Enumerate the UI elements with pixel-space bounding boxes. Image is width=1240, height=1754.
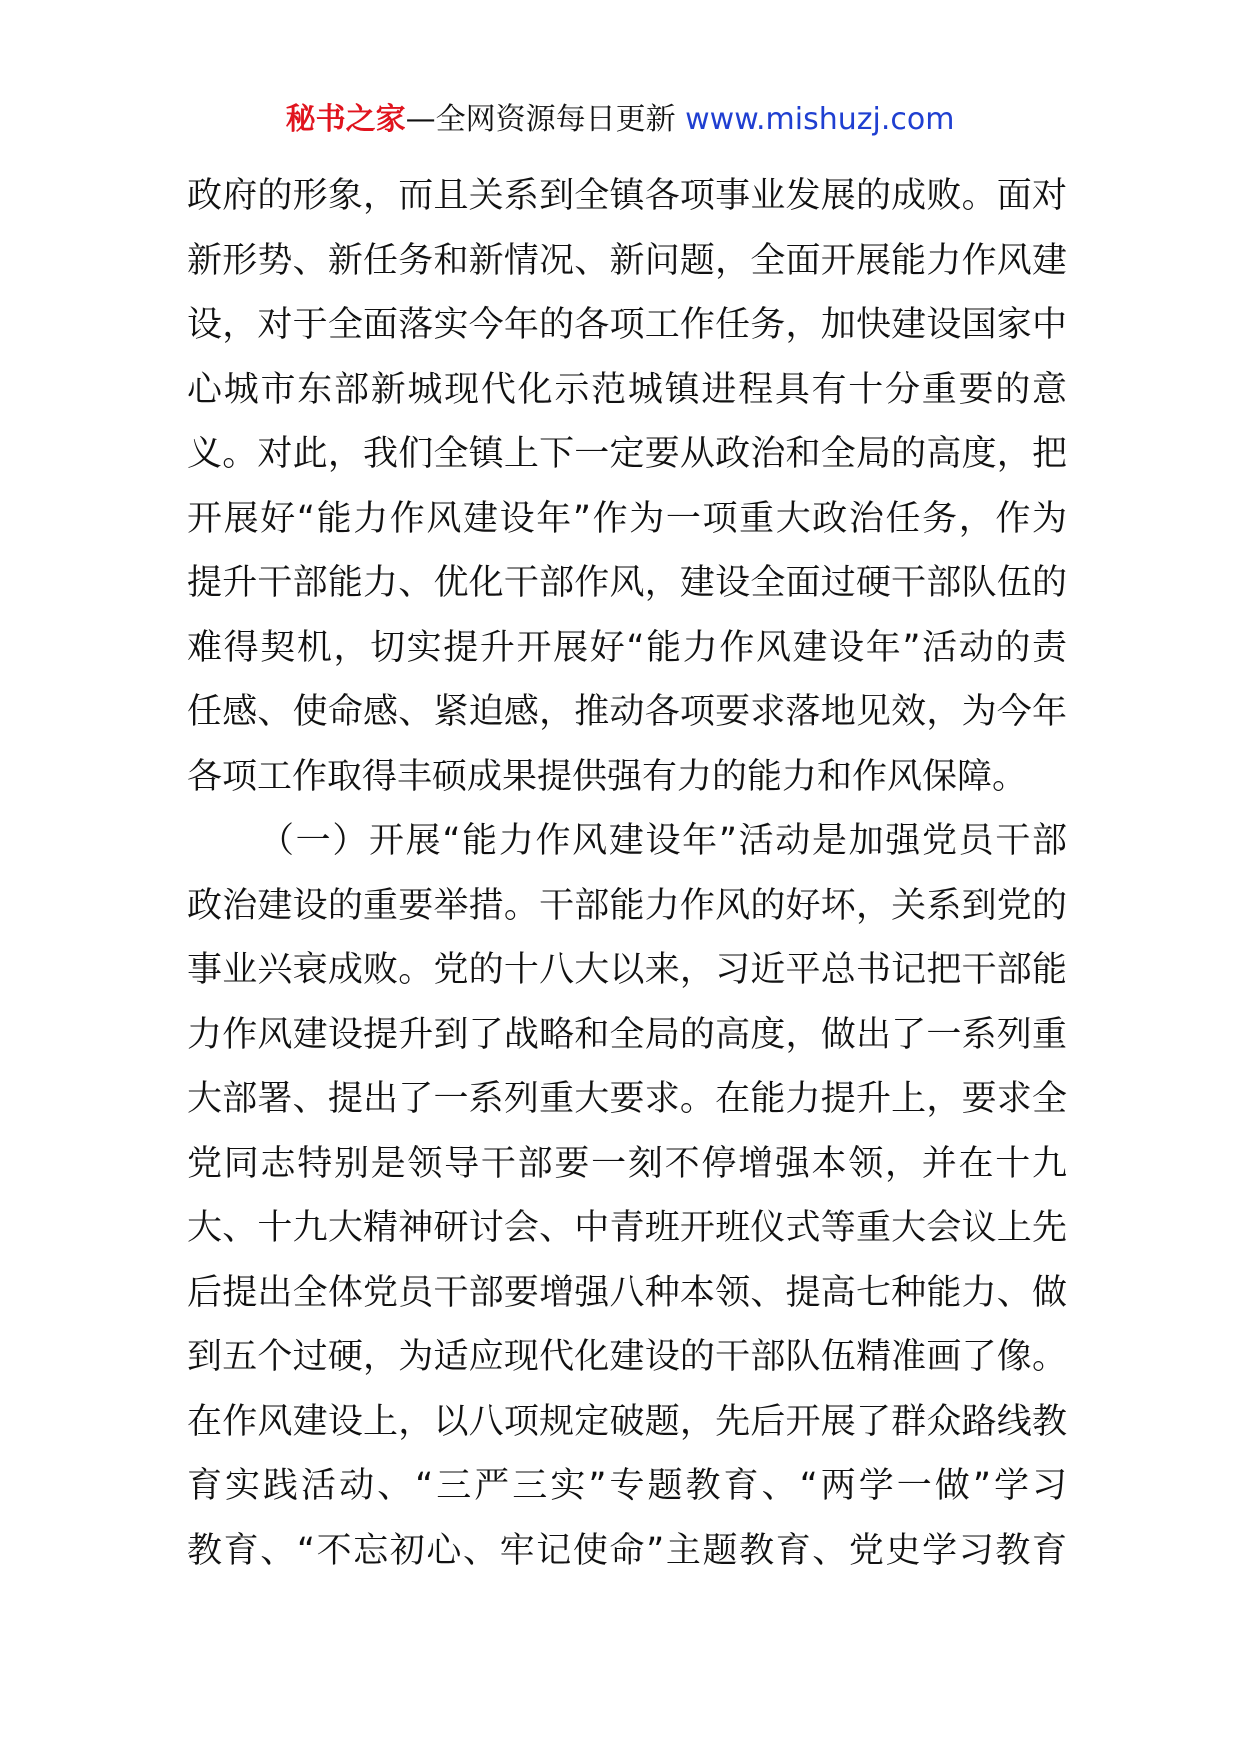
text-line: 大、十九大精神研讨会、中青班开班仪式等重大会议上先: [187, 1208, 1067, 1248]
body-text: [187, 164, 1067, 1583]
site-url[interactable]: www.mishuzj.com: [685, 102, 955, 137]
text-line: 大部署、提出了一系列重大要求。在能力提升上，要求全: [187, 1079, 1067, 1119]
paragraph-end-line: 各项工作取得丰硕成果提供强有力的能力和作风保障。: [187, 756, 1028, 797]
text-line: 心城市东部新城现代化示范城镇进程具有十分重要的意: [187, 369, 1067, 410]
text-line: 力作风建设提升到了战略和全局的高度，做出了一系列重: [187, 1014, 1067, 1055]
text-line: 到五个过硬，为适应现代化建设的干部队伍精准画了像。: [187, 1337, 1067, 1377]
text-line: 开展好“能力作风建设年”作为一项重大政治任务，作为: [187, 498, 1067, 539]
text-line: 党同志特别是领导干部要一刻不停增强本领，并在十九: [187, 1143, 1067, 1184]
text-line: 在作风建设上，以八项规定破题，先后开展了群众路线教: [187, 1401, 1067, 1442]
page-header: [0, 100, 1240, 140]
text-line: 难得契机，切实提升开展好“能力作风建设年”活动的责: [187, 627, 1067, 668]
text-line: 义。对此，我们全镇上下一定要从政治和全局的高度，把: [187, 434, 1067, 474]
text-line: 后提出全体党员干部要增强八种本领、提高七种能力、做: [187, 1272, 1067, 1313]
text-line: 事业兴衰成败。党的十八大以来，习近平总书记把干部能: [187, 950, 1067, 990]
brand-name: 秘书之家: [285, 102, 406, 137]
text-line: 育实践活动、“三严三实”专题教育、“两学一做”学习: [187, 1466, 1067, 1506]
header-slogan: —全网资源每日更新: [405, 102, 676, 137]
text-line: 设，对于全面落实今年的各项工作任务，加快建设国家中: [187, 305, 1067, 345]
text-line: 教育、“不忘初心、牢记使命”主题教育、党史学习教育: [187, 1530, 1067, 1571]
text-line: 任感、使命感、紧迫感，推动各项要求落地见效，为今年: [187, 692, 1067, 732]
text-line: 提升干部能力、优化干部作风，建设全面过硬干部队伍的: [187, 563, 1067, 603]
text-line: 新形势、新任务和新情况、新问题，全面开展能力作风建: [187, 240, 1067, 281]
section-heading-line: （一）开展“能力作风建设年”活动是加强党员干部: [259, 821, 1067, 861]
text-line: 政治建设的重要举措。干部能力作风的好坏，关系到党的: [187, 885, 1067, 926]
text-line: 政府的形象，而且关系到全镇各项事业发展的成败。面对: [187, 176, 1067, 216]
